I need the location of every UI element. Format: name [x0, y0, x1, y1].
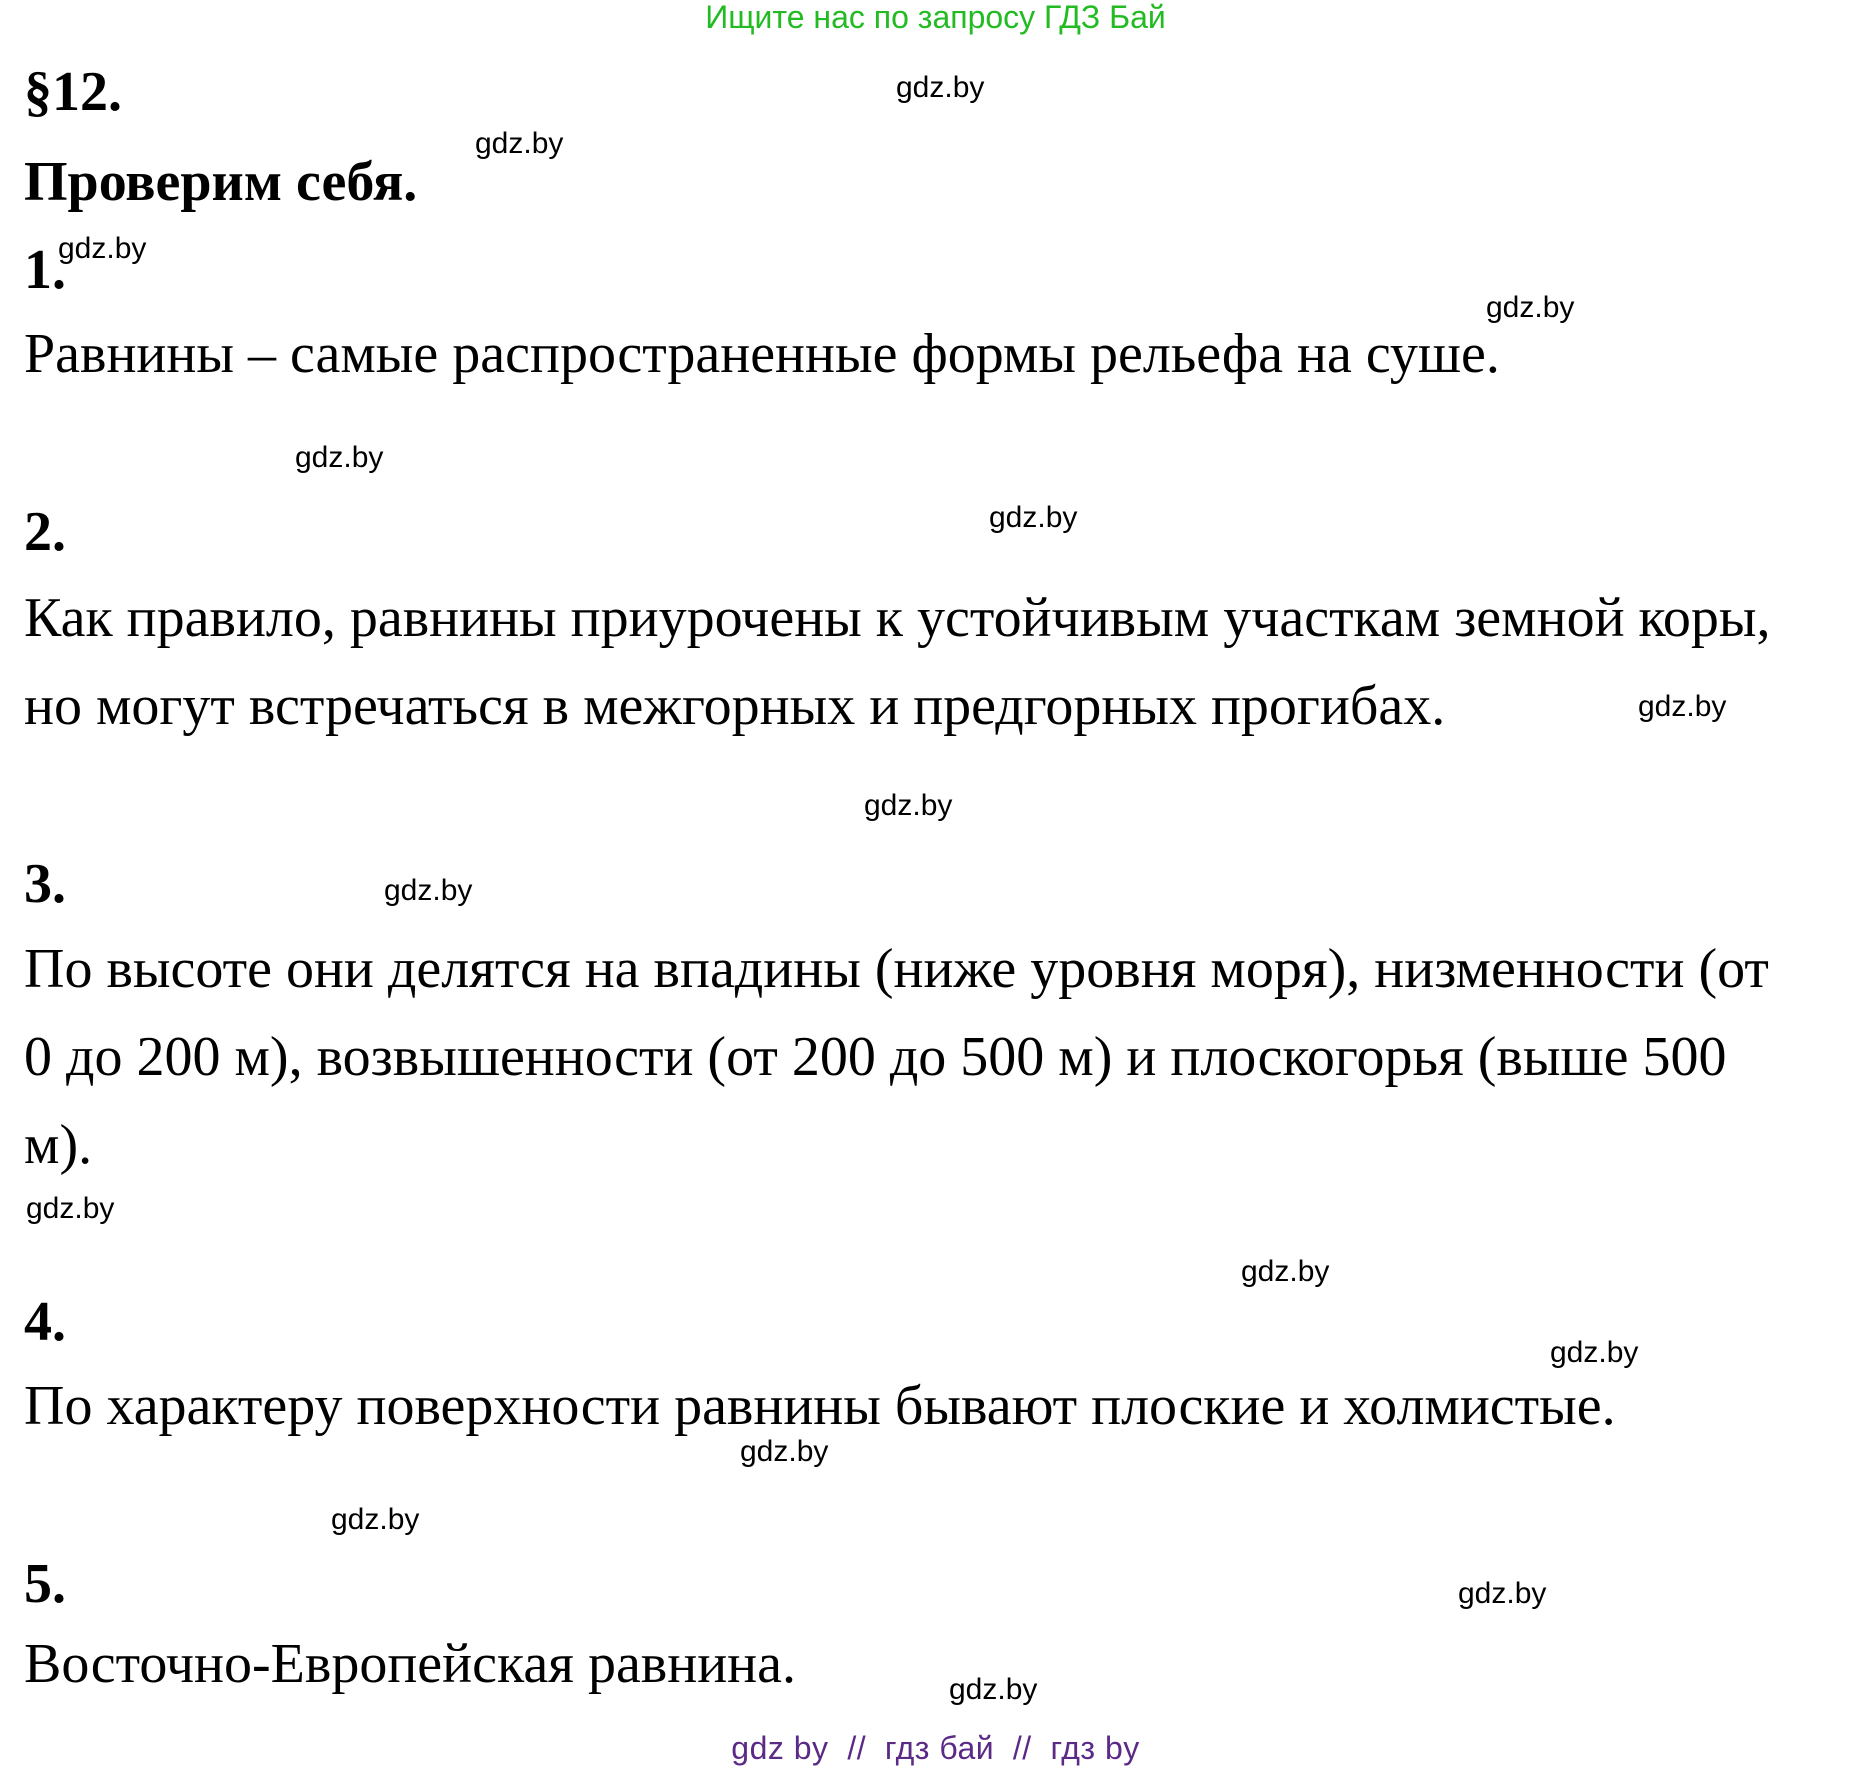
watermark: gdz.by — [58, 232, 147, 265]
question-number-1: 1. — [24, 239, 66, 301]
answer-2-line-2: но могут встречаться в межгорных и предгорных прогибах. — [24, 675, 1446, 737]
question-number-3: 3. — [24, 853, 66, 915]
answer-4-line-1: По характеру поверхности равнины бывают плоские и холмистые. — [24, 1375, 1616, 1437]
question-number-4: 4. — [24, 1291, 66, 1353]
answer-2-line-1: Как правило, равнины приурочены к устойчивым участкам земной коры, — [24, 587, 1771, 649]
answer-3-line-2: 0 до 200 м), возвышенности (от 200 до 500 м) и плоскогорья (выше 500 — [24, 1026, 1727, 1088]
watermark: gdz.by — [1550, 1336, 1639, 1369]
watermark: gdz.by — [864, 789, 953, 822]
watermark: gdz.by — [475, 127, 564, 160]
watermark: gdz.by — [989, 501, 1078, 534]
question-number-5: 5. — [24, 1553, 66, 1615]
watermark: gdz.by — [295, 441, 384, 474]
watermark: gdz.by — [26, 1192, 115, 1225]
watermark: gdz.by — [1241, 1255, 1330, 1288]
watermark: gdz.by — [949, 1673, 1038, 1706]
watermark: gdz.by — [331, 1503, 420, 1536]
footer-links: gdz by // гдз бай // гдз by — [731, 1730, 1140, 1766]
answer-3-line-3: м). — [24, 1114, 93, 1176]
watermark: gdz.by — [384, 874, 473, 907]
watermark: gdz.by — [1486, 291, 1575, 324]
answer-5-line-1: Восточно-Европейская равнина. — [24, 1633, 796, 1695]
watermark: gdz.by — [1458, 1577, 1547, 1610]
watermark: gdz.by — [896, 71, 985, 104]
question-number-2: 2. — [24, 501, 66, 563]
section-title: §12. — [24, 61, 122, 123]
page-subtitle: Проверим себя. — [24, 151, 418, 213]
watermark: gdz.by — [1638, 690, 1727, 723]
top-banner: Ищите нас по запросу ГДЗ Бай — [705, 0, 1166, 35]
answer-1-line-1: Равнины – самые распространенные формы рельефа на суше. — [24, 323, 1500, 385]
watermark: gdz.by — [740, 1435, 829, 1468]
answer-3-line-1: По высоте они делятся на впадины (ниже уровня моря), низменности (от — [24, 938, 1769, 1000]
